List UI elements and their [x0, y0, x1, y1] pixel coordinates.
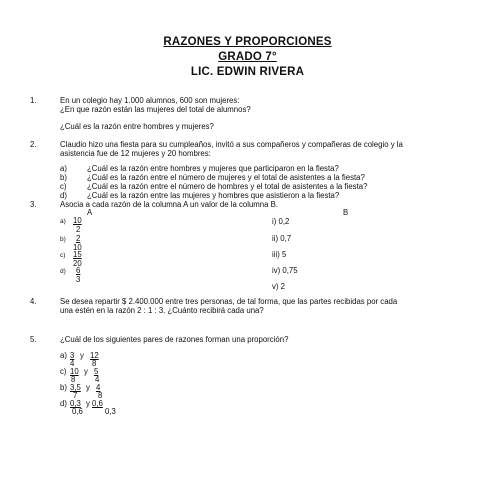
- q2-c-letter: c): [60, 182, 67, 191]
- q3-value-v: v) 2: [272, 282, 285, 291]
- q3-value-i: i) 0,2: [272, 217, 290, 226]
- q5-d-numerator-2: 0,6: [92, 399, 103, 408]
- q3-c-denominator: 20: [73, 259, 82, 268]
- q3-value-iii: iii) 5: [272, 250, 287, 259]
- q3-a-denominator: 2: [76, 225, 81, 234]
- q5-c-denominator-1: 8: [71, 375, 76, 384]
- q3-b-denominator: 10: [73, 243, 82, 252]
- q3-c-letter: c): [60, 252, 66, 259]
- q5-number: 5.: [30, 335, 37, 344]
- q5-a-letter: a): [60, 351, 67, 360]
- q2-line-1: Claudio hizo una fiesta para su cumpleaños, invitó a sus compañeros y compañeras de colegio y la: [60, 140, 403, 149]
- q5-b-denominator-2: 8: [98, 391, 103, 400]
- q3-line-1: Asocia a cada razón de la columna A un valor de la columna B.: [60, 200, 279, 209]
- q4-line-1: Se desea repartir $ 2.400.000 entre tres personas, de tal forma, que las partes recibidas por cada: [60, 297, 398, 306]
- q3-d-letter: d): [60, 268, 66, 275]
- q1-line-1: En un colegio hay 1.000 alumnos, 600 son mujeres:: [60, 96, 240, 105]
- q5-a-numerator-1: 3: [70, 351, 75, 360]
- q5-c-letter: c): [60, 367, 67, 376]
- q5-line-1: ¿Cuál de los siguientes pares de razones forman una proporción?: [60, 335, 289, 344]
- q5-a-separator: y: [80, 351, 84, 360]
- q5-a-denominator-2: 8: [92, 359, 97, 368]
- q5-d-numerator-1: 0,3: [70, 399, 81, 408]
- q5-c-separator: y: [84, 367, 88, 376]
- q5-b-denominator-1: 7: [73, 391, 78, 400]
- q3-a-letter: a): [60, 218, 66, 225]
- q2-line-2: asistencia fue de 12 mujeres y 20 hombres:: [60, 149, 211, 158]
- q1-number: 1.: [30, 96, 37, 105]
- q3-column-a-header: A: [87, 208, 93, 217]
- q2-b-text: ¿Cuál es la razón entre el número de mujeres y el total de asistentes a la fiesta?: [87, 173, 365, 182]
- q3-d-denominator: 3: [76, 275, 81, 284]
- q3-d-numerator: 6: [76, 266, 81, 275]
- title-line-1: RAZONES Y PROPORCIONES: [163, 36, 332, 48]
- q2-c-text: ¿Cuál es la razón entre el número de hombres y el total de asistentes a la fiesta?: [87, 182, 368, 191]
- q5-c-numerator-1: 10: [70, 367, 79, 376]
- q1-line-3: ¿Cuál es la razón entre hombres y mujeres?: [60, 122, 214, 131]
- q3-a-numerator: 10: [73, 216, 82, 225]
- q5-b-numerator-2: 4: [96, 383, 101, 392]
- q5-c-denominator-2: 4: [95, 375, 100, 384]
- q3-value-iv: iv) 0,75: [272, 266, 298, 275]
- q3-b-letter: b): [60, 236, 66, 243]
- q5-d-letter: d): [60, 399, 67, 408]
- q5-d-separator: y: [86, 399, 90, 408]
- q1-line-2: ¿En que razón están las mujeres del total de alumnos?: [60, 105, 251, 114]
- q5-d-denominator-1: 0,6: [72, 407, 83, 416]
- q2-a-letter: a): [60, 164, 67, 173]
- q2-d-letter: d): [60, 191, 67, 200]
- q2-d-text: ¿Cuál es la razón entre las mujeres y hombres que asistieron a la fiesta?: [87, 191, 340, 200]
- q3-column-b-header: B: [343, 208, 349, 217]
- q2-b-letter: b): [60, 173, 67, 182]
- title-line-2: GRADO 7°: [218, 51, 277, 63]
- q5-b-letter: b): [60, 383, 67, 392]
- q5-b-numerator-1: 3,5: [70, 383, 81, 392]
- q3-value-ii: ii) 0,7: [272, 234, 292, 243]
- q3-number: 3.: [30, 200, 37, 209]
- q4-line-2: una estén en la razón 2 : 1 : 3. ¿Cuánto recibirá cada una?: [60, 306, 264, 315]
- q5-d-denominator-2: 0,3: [105, 407, 116, 416]
- q2-number: 2.: [30, 140, 37, 149]
- q3-c-numerator: 15: [73, 250, 82, 259]
- q2-a-text: ¿Cuál es la razón entre hombres y mujeres que participaron en la fiesta?: [87, 164, 339, 173]
- q5-a-denominator-1: 4: [70, 359, 75, 368]
- q5-b-separator: y: [86, 383, 90, 392]
- q3-b-numerator: 2: [76, 234, 81, 243]
- q4-number: 4.: [30, 297, 37, 306]
- q5-c-numerator-2: 5: [94, 367, 99, 376]
- q5-a-numerator-2: 12: [90, 351, 99, 360]
- title-line-3: LIC. EDWIN RIVERA: [190, 66, 305, 78]
